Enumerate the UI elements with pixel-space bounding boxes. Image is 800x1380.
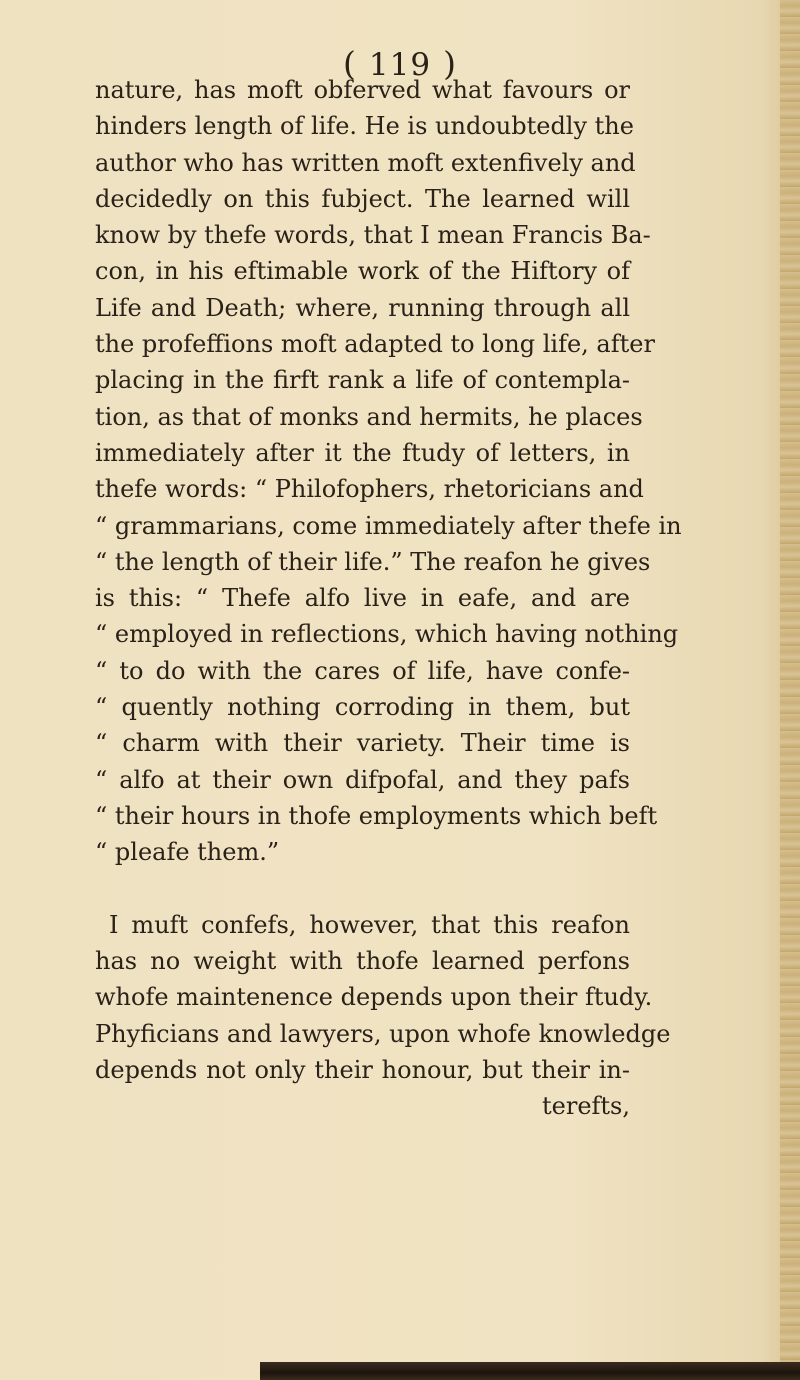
text-line: thefe words: “ Philofophers, rhetoricians and bbox=[95, 475, 644, 504]
text-line: “ their hours in thofe employments which beft bbox=[95, 801, 658, 830]
text-line: “ pleafe them.” bbox=[95, 838, 280, 867]
text-line: “ grammarians, come immediately after thefe in bbox=[95, 511, 682, 540]
text-line: I muft confefs, however, that this reafon bbox=[109, 910, 630, 939]
text-line: “ quently nothing corroding in them, but bbox=[95, 693, 630, 722]
text-line: the profeffions moft adapted to long life, after bbox=[95, 330, 655, 359]
text-line: “ to do with the cares of life, have confe- bbox=[95, 656, 630, 685]
text-line: “ charm with their variety. Their time is bbox=[95, 729, 630, 758]
text-line: know by thefe words, that I mean Francis Ba- bbox=[95, 221, 651, 250]
text-line: whofe maintenence depends upon their ftudy. bbox=[95, 983, 653, 1012]
text-line: Phyficians and lawyers, upon whofe knowledge bbox=[95, 1019, 671, 1048]
text-line: con, in his eftimable work of the Hiftory of bbox=[95, 257, 630, 286]
text-line: “ employed in reflections, which having nothing bbox=[95, 620, 679, 649]
page-number: 119 bbox=[368, 47, 432, 83]
body-text bbox=[95, 72, 682, 1125]
paragraph-gap bbox=[95, 871, 630, 907]
text-line: hinders length of life. He is undoubtedly the bbox=[95, 112, 634, 141]
text-line: immediately after it the ftudy of letters, in bbox=[95, 438, 630, 467]
text-line: is this: “ Thefe alfo live in eafe, and are bbox=[95, 584, 630, 613]
binding-edge bbox=[260, 1362, 800, 1380]
header-close-paren: ) bbox=[443, 44, 457, 83]
text-line: placing in the firft rank a life of contempla- bbox=[95, 366, 630, 395]
text-line: Life and Death; where, running through all bbox=[95, 293, 630, 322]
text-line: has no weight with thofe learned perfons bbox=[95, 947, 630, 976]
text-line: tion, as that of monks and hermits, he places bbox=[95, 402, 643, 431]
catchword: terefts, bbox=[542, 1092, 630, 1121]
text-line: depends not only their honour, but their in- bbox=[95, 1056, 630, 1085]
page-edge-shadow bbox=[780, 0, 800, 1380]
text-line: author who has written moft extenfively and bbox=[95, 148, 636, 177]
text-line: decidedly on this fubject. The learned will bbox=[95, 184, 630, 213]
header-open-paren: ( bbox=[343, 44, 357, 83]
text-line: “ the length of their life.” The reafon he gives bbox=[95, 547, 651, 576]
text-line: “ alfo at their own difpofal, and they pafs bbox=[95, 765, 630, 794]
text-line: nature, has moft obferved what favours or bbox=[95, 76, 630, 104]
